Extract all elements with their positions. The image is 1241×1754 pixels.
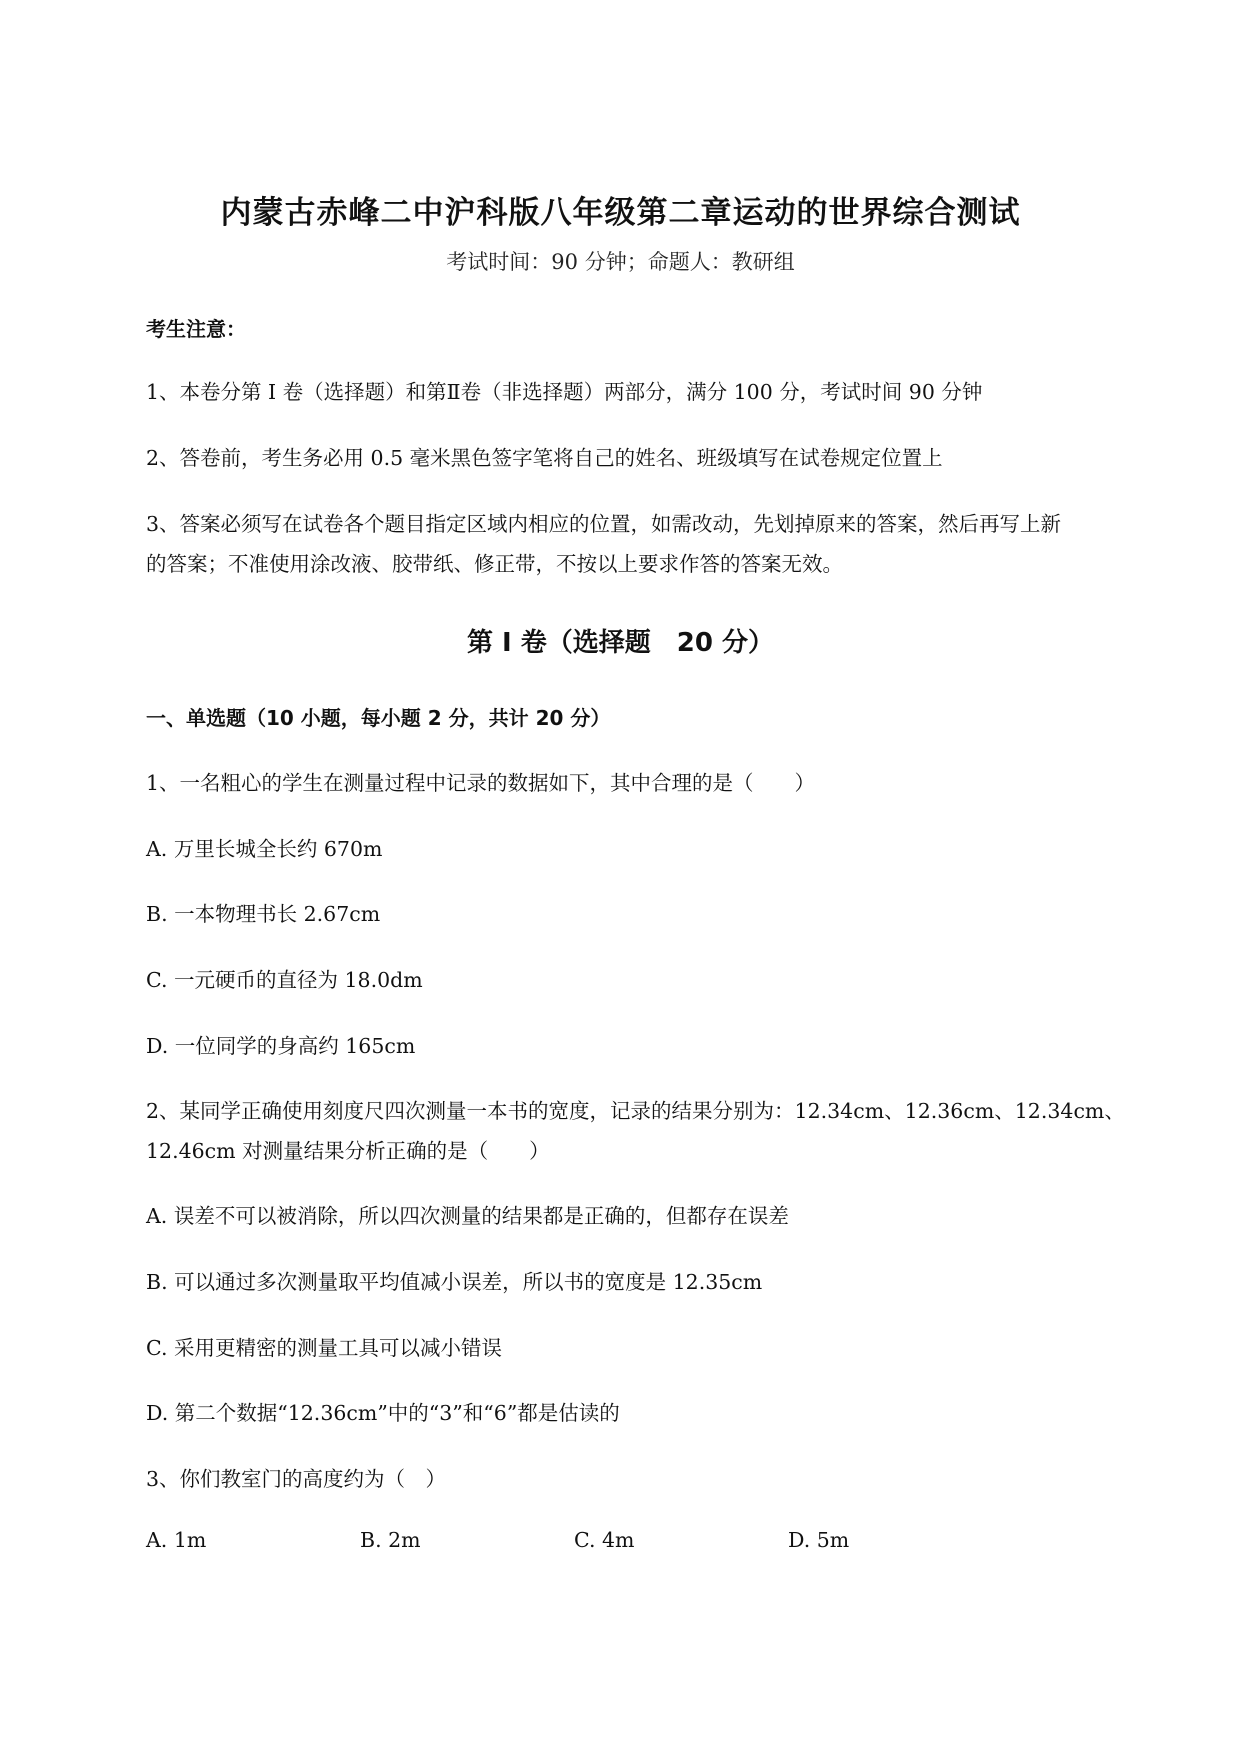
notice-item-3: 3、答案必须写在试卷各个题目指定区域内相应的位置，如需改动，先划掉原来的答案，然后再写上新 xyxy=(146,512,1062,536)
question-1-option-b: B. 一本物理书长 2.67cm xyxy=(146,902,381,926)
question-3-option-c: C. 4m xyxy=(574,1528,635,1552)
question-2-option-b: B. 可以通过多次测量取平均值减小误差，所以书的宽度是 12.35cm xyxy=(146,1270,763,1294)
section-title: 第 I 卷（选择题 20 分） xyxy=(466,628,774,658)
question-2-stem: 2、某同学正确使用刻度尺四次测量一本书的宽度，记录的结果分别为：12.34cm、12.36cm、12.34cm、 xyxy=(146,1099,1125,1123)
part-heading: 一、单选题（10 小题，每小题 2 分，共计 20 分） xyxy=(146,706,611,730)
question-1-option-c: C. 一元硬币的直径为 18.0dm xyxy=(146,968,423,992)
notice-item-2: 2、答卷前，考生务必用 0.5 毫米黑色签字笔将自己的姓名、班级填写在试卷规定位置上 xyxy=(146,446,943,470)
exam-info: 考试时间：90 分钟；命题人：教研组 xyxy=(446,250,795,274)
notice-heading: 考生注意： xyxy=(146,317,246,341)
question-1-option-d: D. 一位同学的身高约 165cm xyxy=(146,1034,416,1058)
notice-item-1: 1、本卷分第 I 卷（选择题）和第Ⅱ卷（非选择题）两部分，满分 100 分，考试时间 90 分钟 xyxy=(146,380,983,404)
question-2-option-c: C. 采用更精密的测量工具可以减小错误 xyxy=(146,1336,502,1360)
question-3-stem: 3、你们教室门的高度约为（ ） xyxy=(146,1467,447,1491)
question-3-option-a: A. 1m xyxy=(146,1528,207,1552)
question-1-stem: 1、一名粗心的学生在测量过程中记录的数据如下，其中合理的是（ ） xyxy=(146,771,816,795)
question-2-option-d: D. 第二个数据“12.36cm”中的“3”和“6”都是估读的 xyxy=(146,1401,620,1425)
notice-item-3-cont: 的答案；不准使用涂改液、胶带纸、修正带，不按以上要求作答的答案无效。 xyxy=(146,552,843,576)
question-1-option-a: A. 万里长城全长约 670m xyxy=(146,837,383,861)
question-3-option-d: D. 5m xyxy=(788,1528,850,1552)
question-2-option-a: A. 误差不可以被消除，所以四次测量的结果都是正确的，但都存在误差 xyxy=(146,1204,789,1228)
question-2-stem-cont: 12.46cm 对测量结果分析正确的是（ ） xyxy=(146,1139,550,1163)
question-3-option-b: B. 2m xyxy=(360,1528,421,1552)
page-title: 内蒙古赤峰二中沪科版八年级第二章运动的世界综合测试 xyxy=(220,195,1021,231)
